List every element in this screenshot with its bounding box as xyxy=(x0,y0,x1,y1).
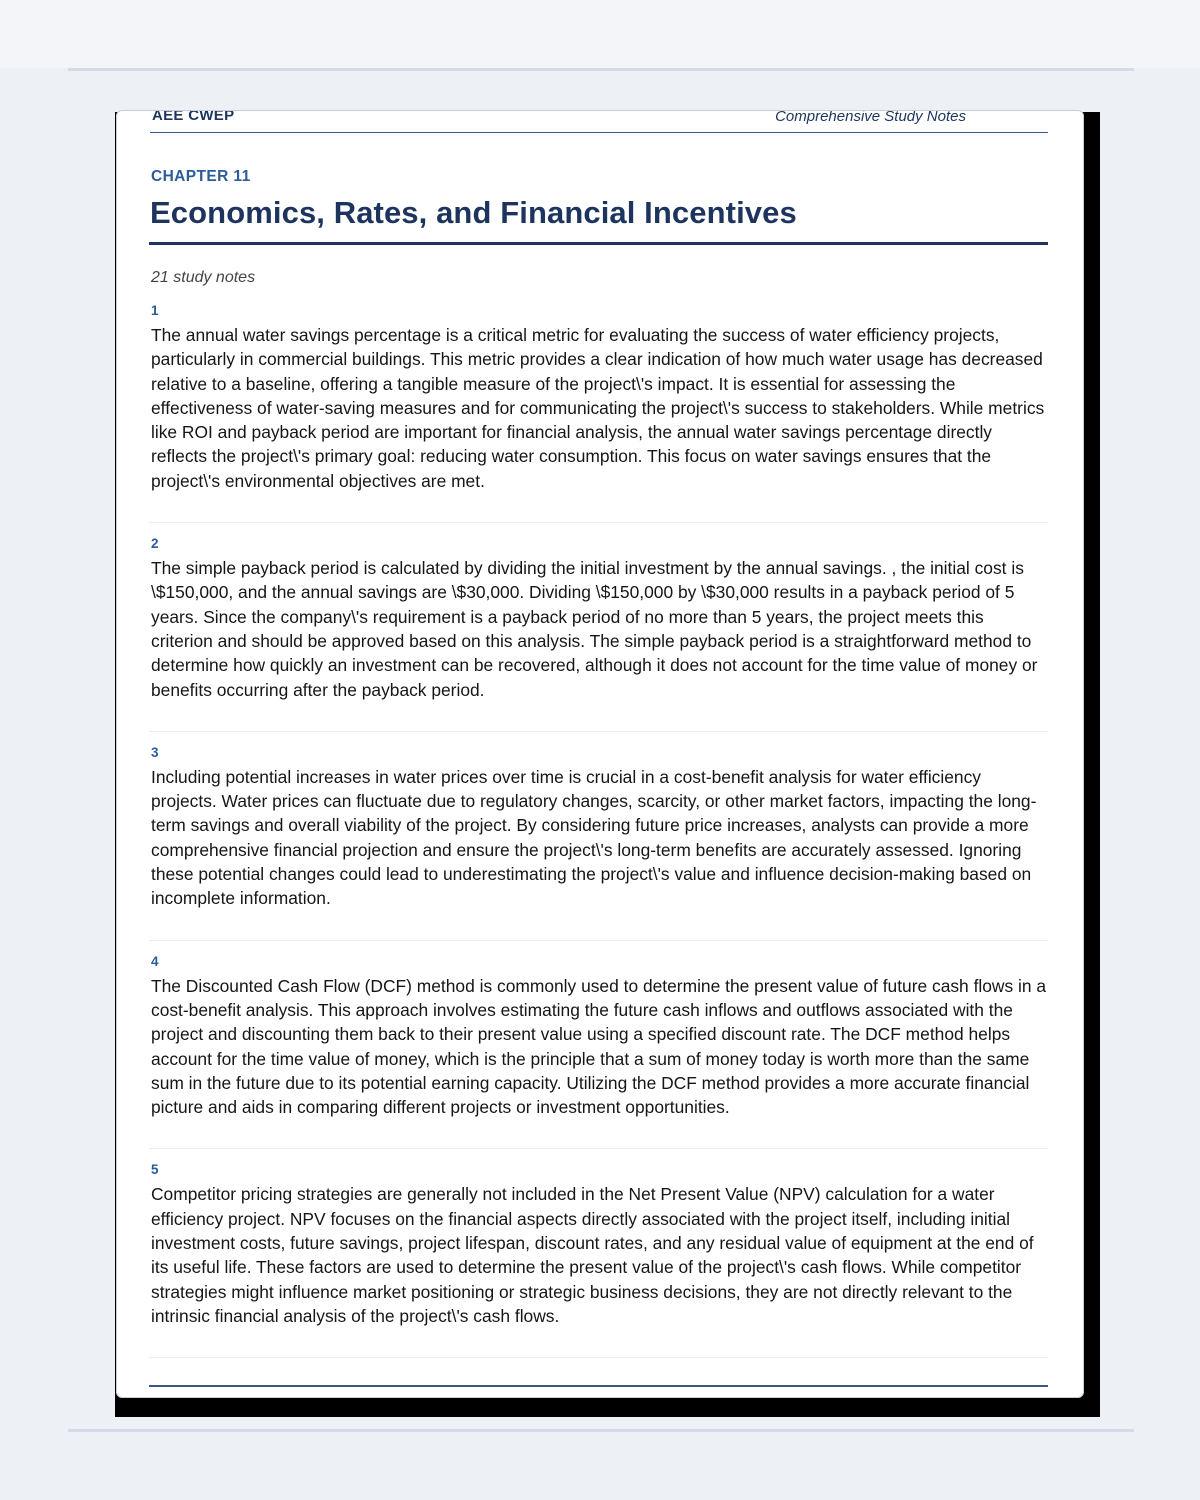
chapter-label: CHAPTER 11 xyxy=(151,168,251,185)
running-header xyxy=(150,111,1048,133)
viewer-top-bar xyxy=(0,0,1200,68)
notes-list xyxy=(149,301,1048,1369)
note-number: 4 xyxy=(151,953,159,969)
study-note xyxy=(149,534,1048,732)
note-count: 21 study notes xyxy=(151,269,256,286)
note-text: Competitor pricing strategies are generally not included in the Net Present Value (NPV) calculation for a water efficiency project. NPV focuses on the financial aspects directly associated with the project itself, including initial investment costs, future savings, project lifespan, discount rates, and any residual value of equipment at the end of its useful life. These factors are used to determine the present value of the project\'s cash flows. While competitor strategies might influence market positioning or strategic business decisions, they are not directly relevant to the intrinsic financial analysis of the project\'s cash flows. xyxy=(151,1184,1034,1326)
chapter-title: Economics, Rates, and Financial Incentives xyxy=(150,195,797,230)
note-text: The simple payback period is calculated by dividing the initial investment by the annual savings. , the initial cost is \$150,000, and the annual savings are \$30,000. Dividing \$150,000 by \$30,000 results in a payback period of 5 years. Since the company\'s requirement is a payback period of no more than 5 years, the project meets this criterion and should be approved based on this analysis. The simple payback period is a straightforward method to determine how quickly an investment can be recovered, although it does not account for the time value of money or benefits occurring after the payback period. xyxy=(151,558,1038,700)
document-page xyxy=(116,110,1084,1398)
note-number: 1 xyxy=(151,303,159,318)
title-rule xyxy=(149,242,1048,245)
note-number: 2 xyxy=(151,536,159,552)
study-note xyxy=(149,301,1048,523)
study-note xyxy=(149,743,1048,941)
running-header-left: AEE CWEP xyxy=(152,110,235,124)
bottom-divider xyxy=(68,1429,1134,1432)
study-note xyxy=(149,952,1048,1150)
note-text: The Discounted Cash Flow (DCF) method is commonly used to determine the present value of future cash flows in a cost-benefit analysis. This approach involves estimating the future cash inflows and outflows associated with the project and discounting them back to their present value using a specified discount rate. The DCF method helps account for the time value of money, which is the principle that a sum of money today is worth more than the same sum in the future due to its potential earning capacity. Utilizing the DCF method provides a more accurate financial picture and aids in comparing different projects or investment opportunities. xyxy=(151,975,1047,1118)
note-text: The annual water savings percentage is a critical metric for evaluating the success of water efficiency projects, particularly in commercial buildings. This metric provides a clear indication of how much water usage has decreased relative to a baseline, offering a tangible measure of the project\'s impact. It is essential for assessing the effectiveness of water-saving measures and for communicating the project\'s success to stakeholders. While metrics like ROI and payback period are important for financial analysis, the annual water savings percentage directly reflects the project\'s primary goal: reducing water consumption. This focus on water savings ensures that the project\'s environmental objectives are met. xyxy=(151,325,1045,491)
note-number: 3 xyxy=(151,744,159,760)
note-number: 5 xyxy=(151,1162,159,1178)
footer-rule xyxy=(149,1385,1048,1387)
note-text: Including potential increases in water prices over time is crucial in a cost-benefit analysis for water efficiency projects. Water prices can fluctuate due to regulatory changes, scarcity, or other market factors, impacting the long-term savings and overall viability of the project. By considering future price increases, analysts can provide a more comprehensive financial projection and ensure the project\'s long-term benefits are accurately assessed. Ignoring these potential changes could lead to underestimating the project\'s value and influence decision-making based on incomplete information. xyxy=(151,766,1037,909)
running-header-right: Comprehensive Study Notes xyxy=(775,110,966,125)
top-divider xyxy=(68,68,1134,71)
study-note xyxy=(149,1160,1048,1358)
